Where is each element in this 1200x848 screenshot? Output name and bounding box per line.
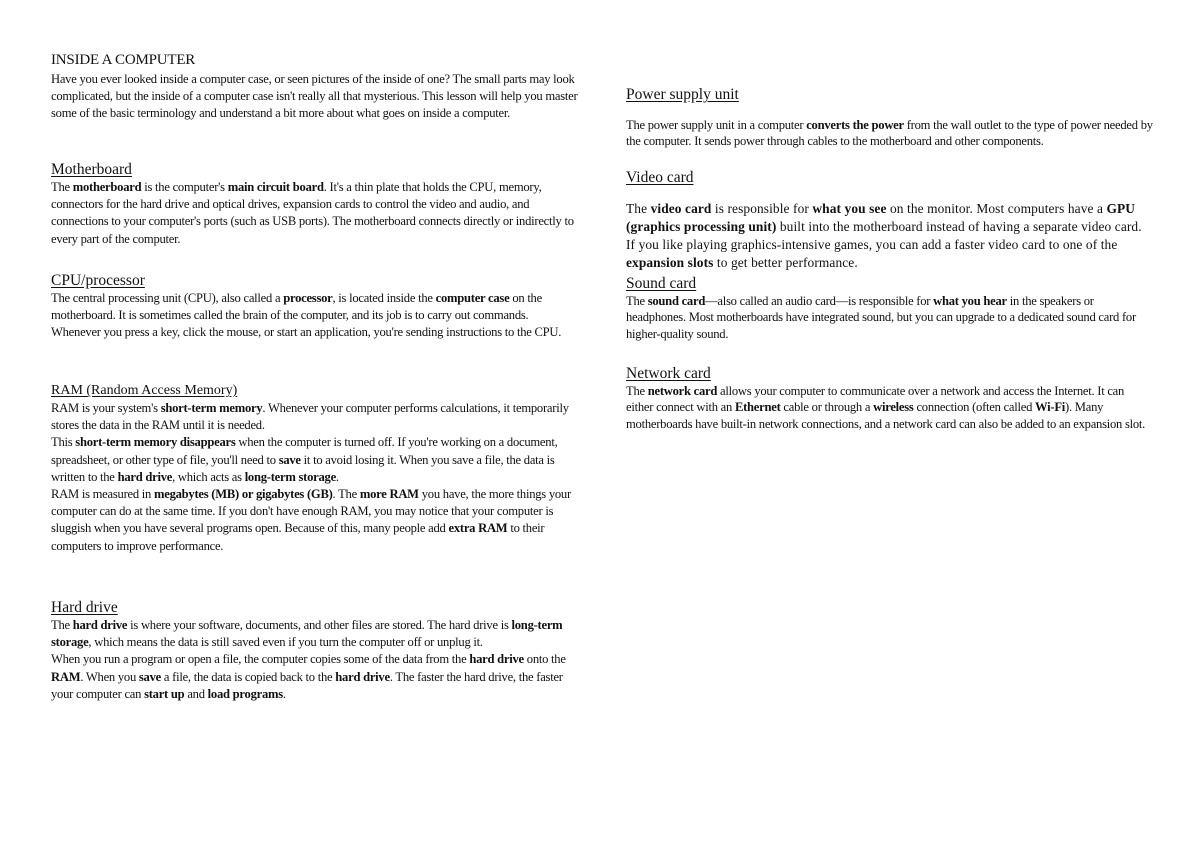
hard-drive-paragraph-2: When you run a program or open a file, the computer copies some of the data from the hard drive onto the RAM. When you save a file, the data is copied back to the hard drive. The faster the hard drive, the faster your computer can start up and load programs. — [51, 652, 566, 701]
motherboard-paragraph: The motherboard is the computer's main circuit board. It's a thin plate that holds the CPU, memory, connectors for the hard drive and optical drives, expansion cards to control the video and audio, and connections to your computer's ports (such as USB ports). The motherboard connects directly or indirectly to every part of the computer. — [51, 180, 574, 246]
power-supply-heading: Power supply unit — [626, 86, 739, 103]
document-title: INSIDE A COMPUTER — [51, 52, 196, 68]
hard-drive-paragraph-1: The hard drive is where your software, documents, and other files are stored. The hard drive is long-term storage, which means the data is still saved even if you turn the computer off or unplug it. — [51, 618, 563, 650]
network-card-heading: Network card — [626, 365, 711, 382]
network-card-paragraph: The network card allows your computer to communicate over a network and access the Internet. It can either connect with an Ethernet cable or through a wireless connection (often called Wi-Fi). Many motherboards have built-in network connections, and a network card can also be added to an expansion slot. — [626, 384, 1146, 431]
ram-paragraph-1: RAM is your system's short-term memory. Whenever your computer performs calculations, it temporarily stores the data in the RAM until it is needed. — [51, 401, 569, 433]
cpu-heading: CPU/processor — [51, 272, 145, 289]
network-card-section — [626, 365, 1154, 432]
ram-section — [51, 382, 579, 555]
sound-card-heading: Sound card — [626, 275, 697, 292]
cpu-section — [51, 272, 579, 342]
video-card-heading: Video card — [626, 169, 694, 186]
ram-heading: RAM (Random Access Memory) — [51, 383, 238, 398]
hard-drive-section — [51, 599, 579, 703]
cpu-paragraph: The central processing unit (CPU), also called a processor, is located inside the computer case on the motherboard. It is sometimes called the brain of the computer, and its job is to carry out commands. Whenever you press a key, click the mouse, or start an application, you're sending instructions to the CPU. — [51, 291, 562, 340]
power-supply-section — [626, 86, 1154, 150]
hard-drive-heading: Hard drive — [51, 599, 118, 616]
ram-paragraph-3: RAM is measured in megabytes (MB) or gigabytes (GB). The more RAM you have, the more things your computer can do at the same time. If you don't have enough RAM, you may notice that your computer is sluggish when you have several programs open. Because of this, many people add extra RAM to their computers to improve performance. — [51, 487, 571, 553]
sound-card-section — [626, 275, 1154, 342]
sound-card-paragraph: The sound card—also called an audio card—is responsible for what you hear in the speakers or headphones. Most motherboards have integrated sound, but you can upgrade to a dedicated sound card for higher-quality sound. — [626, 294, 1136, 341]
video-card-section — [626, 169, 1154, 272]
video-card-paragraph: The video card is responsible for what you see on the monitor. Most computers have a GPU (graphics processing unit) built into the motherboard instead of having a separate video card. If you like playing graphics-intensive games, you can add a faster video card to one of the expansion slots to get better performance. — [626, 201, 1142, 270]
power-supply-paragraph: The power supply unit in a computer converts the power from the wall outlet to the type of power needed by the computer. It sends power through cables to the motherboard and other components. — [626, 118, 1153, 149]
motherboard-section — [51, 161, 579, 248]
ram-paragraph-2: This short-term memory disappears when the computer is turned off. If you're working on a document, spreadsheet, or other type of file, you'll need to save it to avoid losing it. When you save a file, the data is written to the hard drive, which acts as long-term storage. — [51, 435, 558, 484]
intro-paragraph: Have you ever looked inside a computer case, or seen pictures of the inside of one? The small parts may look complicated, but the inside of a computer case isn't really all that mysterious. This lesson will help you master some of the basic terminology and understand a bit more about what goes on inside a computer. — [51, 72, 578, 121]
intro-section — [51, 71, 579, 123]
motherboard-heading: Motherboard — [51, 161, 132, 178]
